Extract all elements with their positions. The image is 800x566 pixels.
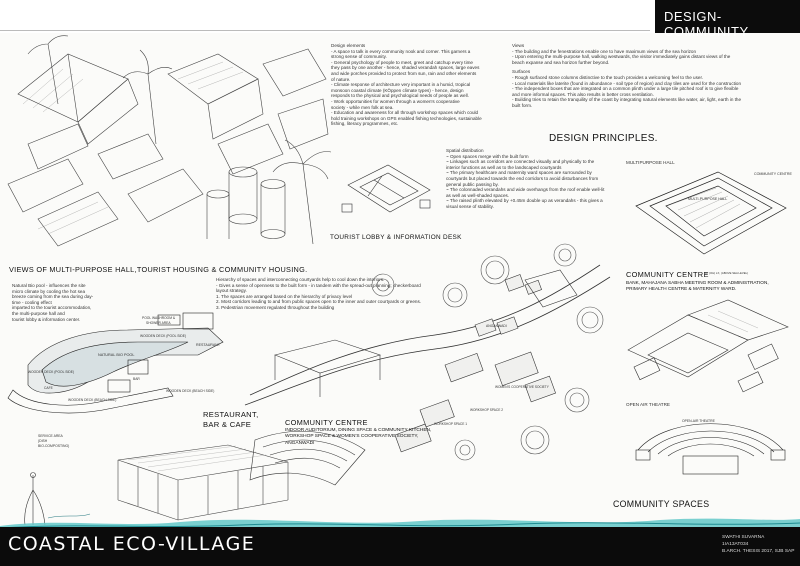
- community-centre-right-subnote: AT (OH) LX, (ABOVE SEA LEVEL): [705, 271, 749, 275]
- surfaces-line: - Rough surfaced stone columns distinctive to the touch provides a welcoming feel to the user.: [512, 74, 703, 80]
- plan-label-wooden-deck-beach: WOODEN DECK (BEACH SIDE): [166, 389, 215, 393]
- design-elements-line: - General psychology of people to meet, greet and catchup every time: [331, 59, 473, 65]
- spatial-line: courtyards but placed towards the end corridors to avoid disturbances from: [446, 175, 599, 181]
- design-elements-line: - Education and awareness for all through workshop spaces which could: [331, 110, 479, 116]
- plan-label-bar: BAR: [133, 377, 140, 381]
- surfaces-line: and more informal spaces. This also results in better cross ventilation.: [512, 91, 654, 97]
- design-elements-line: strong sense of community.: [331, 54, 387, 60]
- surfaces-heading: Surfaces: [512, 69, 531, 75]
- spatial-line: ~ Open spaces merge with the built form: [446, 153, 529, 159]
- design-elements-line: of nature.: [331, 76, 351, 82]
- header-rule: [0, 30, 650, 31]
- author-id: 1IA13AT034: [722, 542, 749, 547]
- restaurant-pool-plan: [8, 310, 233, 410]
- open-air-theatre-inner-label: OPEN-AIR THEATRE: [682, 419, 715, 423]
- open-air-theatre-label: OPEN AIR THEATRE: [626, 402, 670, 407]
- bio-pool-line: breeze coming from the sea during day-: [12, 294, 94, 300]
- plan-label-shower-area: SHOWER AREA: [146, 321, 171, 325]
- bio-pool-line: tourist lobby & information center.: [12, 316, 81, 322]
- spatial-line: as well as well-shaded spaces.: [446, 192, 510, 198]
- design-elements-text: [331, 43, 509, 127]
- community-centre-mid-heading: COMMUNITY CENTRE: [285, 418, 368, 427]
- plan-label-service-sub2: BIO-COMPOSTING): [38, 444, 70, 448]
- surfaces-line: built form.: [512, 102, 533, 108]
- design-elements-line: - A space to talk in every community nook and corner. This garners a: [331, 48, 471, 54]
- restaurant-line: RESTAURANT,: [203, 410, 259, 419]
- plan-label-natural-bio-pool: NATURAL BIO POOL: [98, 353, 135, 357]
- design-elements-line: and wide porches provided to protect from sun, rain and other elements: [331, 70, 477, 76]
- design-elements-line: - Work opportunities for women through a women's cooperative: [331, 98, 460, 104]
- community-centre-axonometric: [618, 295, 796, 405]
- spatial-line: ~ Linkages such as corridors are connected visually and physically to the: [446, 159, 595, 165]
- author-name: SWATHI SUVARNA: [722, 535, 765, 540]
- spatial-line: ~ The primary healthcare and maternity ward spaces are surrounded by: [446, 170, 592, 176]
- bio-pool-line: Natural Bio pool - influences the site: [12, 283, 86, 288]
- plan-label-wooden-deck-beach-2: WOODEN DECK (BEACH SIDE): [68, 398, 117, 402]
- spatial-line: interior functions as well as to the landscaped courtyards: [446, 164, 562, 170]
- hierarchy-line: 3. Pedestrian movement regulated throughout the building: [216, 304, 335, 310]
- plan-label-service-sub1: (DISH: [38, 439, 48, 443]
- design-elements-line: monsoon coastal climate (KÖppen climate types) - hence, design: [331, 87, 464, 93]
- views-line: - Upon entering the multi-purpose hall, walking westwards, the visitor immediately gains distant views of the: [512, 54, 731, 60]
- community-centre-corner-label: COMMUNITY CENTRE: [754, 172, 792, 176]
- community-site-plan: [205, 225, 630, 525]
- sheet-title: DESIGN- COMMUNITY: [664, 9, 749, 39]
- community-centre-mid-text: [285, 428, 435, 447]
- hierarchy-line: Hierarchy of spaces and interconnecting courtyards help to cool down the interiors.: [216, 277, 385, 282]
- community-centre-right-line: PRIMARY HEALTH CENTRE & MATERNITY WARD.: [626, 286, 737, 292]
- spatial-heading: Spatial distribution: [446, 148, 484, 153]
- multipurpose-hall-label: MULTIPURPOSE HALL: [626, 160, 675, 165]
- restaurant-line: BAR & CAFE: [203, 420, 252, 429]
- hierarchy-line: 2. Most corridors leading to and from public spaces open to the inner and outer courtyards or greens.: [216, 299, 422, 305]
- spatial-line: visual sense of stability.: [446, 203, 494, 209]
- plan-label-restaurant: RESTAURANT: [196, 343, 221, 347]
- plan-label-workshop-1: WORKSHOP SPACE 1: [434, 422, 468, 426]
- spatial-distribution-text: [446, 148, 624, 210]
- views-heading-caption: VIEWS OF MULTI-PURPOSE HALL,TOURIST HOUSING & COMMUNITY HOUSING.: [9, 265, 308, 274]
- hierarchy-line: 1. The spaces are arranged based on the hierarchy of privacy level: [216, 293, 353, 299]
- plan-label-service-area: SERVICE AREA: [38, 434, 63, 438]
- plan-label-wooden-deck-pool: WOODEN DECK (POOL SIDE): [140, 334, 187, 338]
- community-centre-mid-line: ANGANWADI: [285, 440, 315, 446]
- design-elements-line: hold training workshops on GPS enabled fishing technologies, sustainable: [331, 115, 482, 121]
- plan-label-workshop-2: WORKSHOP SPACE 2: [470, 408, 504, 412]
- course-info: B.ARCH. THESIS 2017, SJB SAP: [722, 549, 795, 554]
- surfaces-line: - Building tries to retain the tranquility of the coast by integrating natural elements like water, air, light, earth in the: [512, 97, 742, 103]
- plan-label-pool-washroom: POOL WASHROOM &: [142, 316, 176, 320]
- plan-label-womens-coop: WOMEN'S COOPERATIVE SOCIETY: [495, 385, 549, 389]
- bio-pool-line: micro climate by cooling the hot sea: [12, 288, 86, 294]
- spatial-line: general public passing by.: [446, 181, 499, 187]
- design-principles-heading: DESIGN PRINCIPLES.: [549, 133, 658, 144]
- bio-pool-line: the multi-purpose hall and: [12, 310, 65, 316]
- surfaces-line: - The independent boxes that are integrated on a common plinth under a large tile pitched roof is to give flexible: [512, 86, 739, 92]
- plan-label-wooden-deck-pool-2: WOODEN DECK (POOL SIDE): [28, 370, 75, 374]
- hierarchy-line: - Gives a sense of openness to the built form - in tandem with the spread-out planning; checkerboard: [216, 282, 421, 288]
- community-centre-mid-line: INDOOR AUDITORIUM, DINING SPACE & COMMUNITY KITCHEN,: [285, 428, 432, 433]
- project-title: COASTAL ECO-VILLAGE: [8, 533, 256, 555]
- bio-pool-line: imparted to the tourist accommodation,: [12, 305, 92, 311]
- plan-label-cafe: CAFE: [44, 386, 53, 390]
- spatial-line: ~ The colonnaded verandahs and wide overhangs from the roof enable well-lit: [446, 187, 605, 193]
- design-elements-line: they pass by one another - hence, shaded verandah spaces, large eaves: [331, 65, 480, 71]
- hierarchy-line: layout strategy.: [216, 288, 247, 294]
- views-heading: Views: [512, 43, 525, 48]
- design-elements-line: - Climate response of architecture very important in a humid, tropical: [331, 82, 471, 88]
- author-info: [722, 534, 794, 555]
- community-centre-right-line: BANK, MAHAJANA SABHA MEETING ROOM & ADMINISTRATION,: [626, 280, 769, 285]
- community-spaces-heading: COMMUNITY SPACES: [613, 499, 710, 509]
- design-elements-line: responds to the physical and psychological needs of people as well.: [331, 93, 469, 99]
- design-elements-line: society - while men folk at sea.: [331, 104, 394, 110]
- multipurpose-hall-inner-label: MULTI-PURPOSE HALL: [688, 197, 728, 201]
- design-elements-heading: Design elements: [331, 43, 366, 48]
- views-line: - The building and the fenestrations enable one to have maximum views of the sea horizon: [512, 48, 697, 54]
- tourist-lobby-label: TOURIST LOBBY & INFORMATION DESK: [330, 234, 462, 241]
- spatial-line: ~ The raised plinth elevated by +0.45m double up as verandahs - this gives a: [446, 198, 603, 204]
- multipurpose-hall-plan: [626, 168, 791, 260]
- community-centre-right-heading: COMMUNITY CENTRE: [626, 270, 709, 279]
- plan-label-anganwadi: ANGANWADI: [486, 324, 507, 328]
- tourist-lobby-plan: [338, 160, 438, 225]
- community-centre-right-text: [626, 280, 796, 293]
- surfaces-line: - Local materials like laterite (found in abundance - soil type of region) and clay tiles are used for the construction: [512, 80, 742, 86]
- community-centre-mid-line: WORKSHOP SPACE & WOMEN'S COOPERATIVE SOCIETY,: [285, 434, 419, 440]
- design-elements-line: fishing, literacy programmes, etc.: [331, 121, 399, 127]
- views-text: [512, 43, 792, 109]
- bio-pool-line: time - cooling effect: [12, 299, 52, 305]
- views-line: beach expanse and sea horizon further beyond.: [512, 59, 610, 65]
